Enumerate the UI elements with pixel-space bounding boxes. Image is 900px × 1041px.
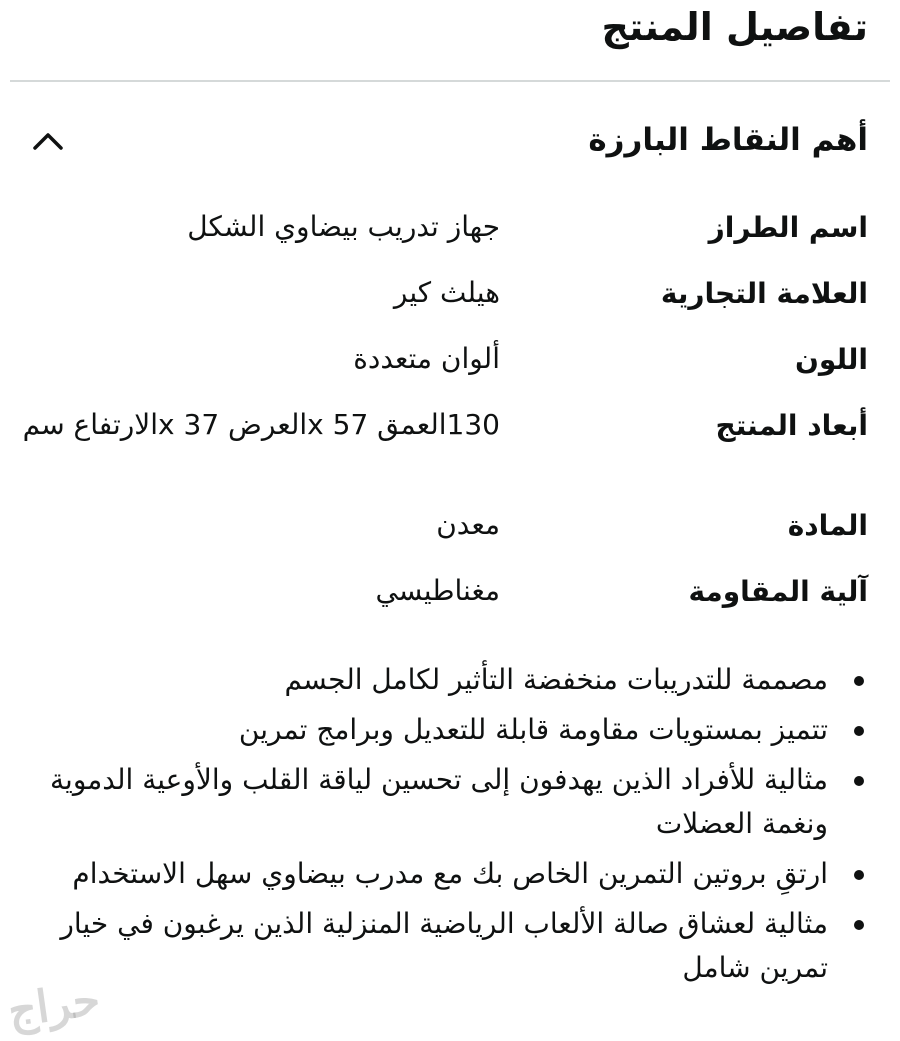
list-item	[30, 852, 868, 896]
bullet-text: تتميز بمستويات مقاومة قابلة للتعديل وبرامج تمرين	[238, 713, 828, 746]
spec-row-dimensions	[20, 403, 868, 493]
section-divider	[10, 80, 890, 82]
spec-row-brand	[20, 271, 868, 323]
feature-bullets	[30, 658, 868, 996]
spec-label: اسم الطراز	[708, 211, 868, 244]
spec-label: المادة	[787, 509, 868, 542]
collapse-highlights-button[interactable]	[24, 116, 72, 160]
bullet-icon	[854, 676, 864, 686]
spec-value: 130العمق x 57العرض x 37الارتفاع سم	[22, 408, 500, 441]
spec-label: آلية المقاومة	[688, 575, 868, 608]
spec-label: أبعاد المنتج	[715, 409, 868, 442]
bullet-text: مثالية للأفراد الذين يهدفون إلى تحسين لياقة القلب والأوعية الدموية ونغمة العضلات	[50, 763, 828, 840]
spec-label: العلامة التجارية	[660, 277, 868, 310]
spec-value: هيلث كير	[393, 276, 500, 309]
spec-row-color	[20, 337, 868, 389]
highlights-header[interactable]	[0, 112, 900, 168]
bullet-icon	[854, 776, 864, 786]
spec-row-material	[20, 503, 868, 555]
spec-value: معدن	[436, 508, 500, 541]
highlights-title: أهم النقاط البارزة	[588, 122, 868, 158]
specs-table	[20, 205, 868, 635]
page-title: تفاصيل المنتج	[601, 5, 868, 49]
watermark-logo: حراج	[4, 973, 104, 1038]
list-item	[30, 758, 868, 846]
bullet-text: مثالية لعشاق صالة الألعاب الرياضية المنزلية الذين يرغبون في خيار تمرين شامل	[60, 907, 828, 984]
bullet-text: ارتقِ بروتين التمرين الخاص بك مع مدرب بيضاوي سهل الاستخدام	[72, 857, 828, 890]
chevron-up-icon	[31, 130, 65, 152]
bullet-icon	[854, 920, 864, 930]
spec-value: جهاز تدريب بيضاوي الشكل	[187, 210, 500, 243]
bullet-text: مصممة للتدريبات منخفضة التأثير لكامل الجسم	[284, 663, 828, 696]
spec-label: اللون	[795, 343, 868, 376]
list-item	[30, 658, 868, 702]
bullet-icon	[854, 726, 864, 736]
list-item	[30, 708, 868, 752]
spec-value: ألوان متعددة	[353, 342, 500, 375]
list-item	[30, 902, 868, 990]
bullet-icon	[854, 870, 864, 880]
spec-row-model-name	[20, 205, 868, 257]
spec-value: مغناطيسي	[375, 574, 500, 607]
spec-row-resistance	[20, 569, 868, 621]
